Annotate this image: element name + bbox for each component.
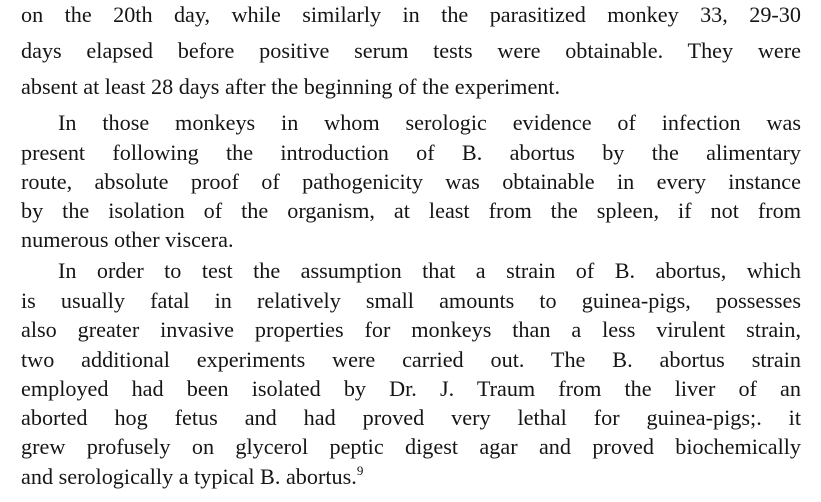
- text-line: employed had been isolated by Dr. J. Traum from the liver of an: [21, 376, 801, 401]
- text-line: present following the introduction of B. abortus by the alimentary: [21, 140, 801, 165]
- text-line: is usually fatal in relatively small amounts to guinea-pigs, possesses: [21, 288, 801, 313]
- text-line: numerous other viscera.: [21, 227, 234, 252]
- text-line: on the 20th day, while similarly in the parasitized monkey 33, 29-30: [21, 2, 801, 27]
- text-line: days elapsed before positive serum tests were obtainable. They were: [21, 38, 801, 63]
- text-line: absent at least 28 days after the beginning of the experiment.: [21, 74, 561, 99]
- text-line: [21, 463, 364, 489]
- text-line: In those monkeys in whom serologic evidence of infection was: [58, 110, 801, 135]
- footnote-reference[interactable]: 9: [356, 463, 364, 478]
- text-line: In order to test the assumption that a strain of B. abortus, which: [58, 258, 801, 283]
- text-line: by the isolation of the organism, at least from the spleen, if not from: [21, 198, 801, 223]
- text-line: aborted hog fetus and had proved very lethal for guinea-pigs;. it: [21, 405, 801, 430]
- text-line: grew profusely on glycerol peptic digest agar and proved biochemically: [21, 434, 801, 459]
- text-line: route, absolute proof of pathogenicity was obtainable in every instance: [21, 169, 801, 194]
- text-line-content: and serologically a typical B. abortus.: [21, 464, 357, 489]
- text-line: also greater invasive properties for monkeys than a less virulent strain,: [21, 317, 801, 342]
- text-line: two additional experiments were carried out. The B. abortus strain: [21, 347, 801, 372]
